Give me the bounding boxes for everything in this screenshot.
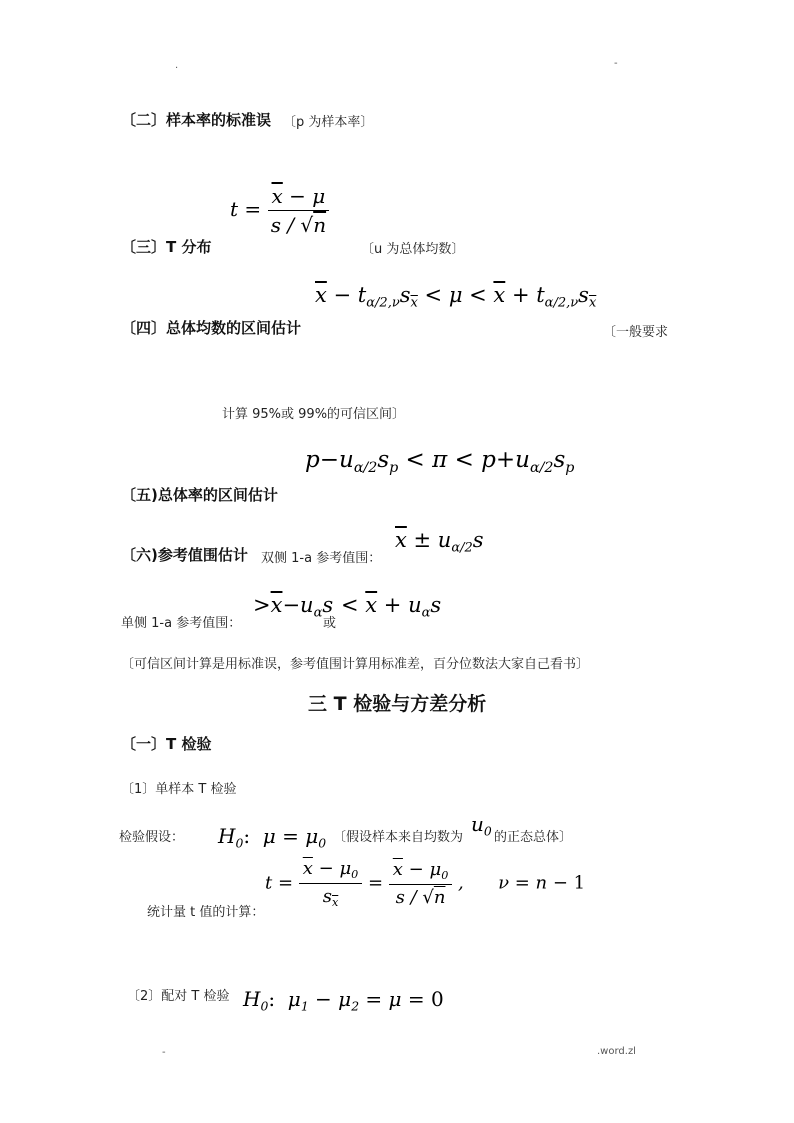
section-5-title: 〔五)总体率的区间估计 bbox=[121, 486, 278, 504]
section-2-title: 〔二〕样本率的标准误 bbox=[121, 111, 272, 129]
hypothesis-formula: $H_0$: $\mu = \mu_0$ bbox=[218, 824, 327, 851]
hypothesis-u0: $u_0$ bbox=[471, 812, 492, 839]
section-6-title: 〔六)参考值围估计 bbox=[121, 546, 248, 564]
section-3-title: 〔三〕T 分布 bbox=[121, 238, 212, 256]
header-right-mark: - bbox=[614, 58, 618, 69]
one-sided-formula-b: < $\overline{x} + u_\alpha s$ bbox=[341, 593, 442, 621]
footer-right-text: .word.zl bbox=[597, 1046, 636, 1057]
t-statistic-formula: t = $\frac{\overline{x} - \mu_0}{s_{\overline{x}}}$ = $\frac{\overline{x} - \mu_0}{s / √n}$ , ν = n − 1 bbox=[265, 858, 586, 909]
footer-left-mark: - bbox=[162, 1047, 166, 1058]
mean-ci-formula: $\overline{x} - t_{\alpha/2,\nu}s_{\overline{x}} < \mu < \overline{x} + t_{\alpha/2,\nu}s_{\overline{x}}$ bbox=[315, 283, 597, 311]
t-formula: t = $\frac{\overline{x} - \mu}{s / √n}$ bbox=[230, 184, 329, 237]
subsection-1-title: 〔一〕T 检验 bbox=[121, 735, 212, 753]
two-sided-formula: $\overline{x} \pm u_{\alpha/2}s$ bbox=[395, 528, 484, 556]
section-3-note: 〔u 为总体均数〕 bbox=[361, 242, 465, 257]
one-sided-label: 单侧 1-a 参考值围： bbox=[121, 616, 242, 631]
hypothesis-note: 〔假设样本来自均数为 bbox=[333, 830, 464, 845]
chapter-title: 三 T 检验与方差分析 bbox=[308, 693, 487, 715]
one-sided-or: 或 bbox=[323, 616, 337, 631]
section-6-note: 〔可信区间计算是用标准误，参考值围计算用标准差，百分位数法大家自己看书〕 bbox=[121, 657, 590, 672]
section-4-note-a: 〔一般要求 bbox=[603, 325, 669, 340]
paired-hypothesis-formula: $H_0$: $\mu_1 - \mu_2 = \mu = 0$ bbox=[243, 987, 444, 1014]
hypothesis-label: 检验假设： bbox=[119, 830, 185, 845]
one-sided-formula-a: $>\overline{x}-u_\alpha s$ bbox=[253, 593, 334, 621]
item-1-title: 〔1〕单样本 T 检验 bbox=[121, 782, 237, 797]
section-2-note: 〔p 为样本率〕 bbox=[283, 115, 374, 130]
header-left-mark: . bbox=[175, 60, 179, 71]
section-4-note-b: 计算 95%或 99%的可信区间〕 bbox=[222, 407, 406, 422]
stat-label: 统计量 t 值的计算： bbox=[147, 905, 265, 920]
two-sided-label: 双侧 1-a 参考值围： bbox=[261, 551, 382, 566]
section-4-title: 〔四〕总体均数的区间估计 bbox=[121, 319, 302, 337]
rate-ci-formula: $p-u_{\alpha/2}s_p < \pi < p+u_{\alpha/2}s_p$ bbox=[305, 447, 575, 476]
hypothesis-note-end: 的正态总体〕 bbox=[494, 830, 573, 845]
item-2-title: 〔2〕配对 T 检验 bbox=[127, 989, 230, 1004]
